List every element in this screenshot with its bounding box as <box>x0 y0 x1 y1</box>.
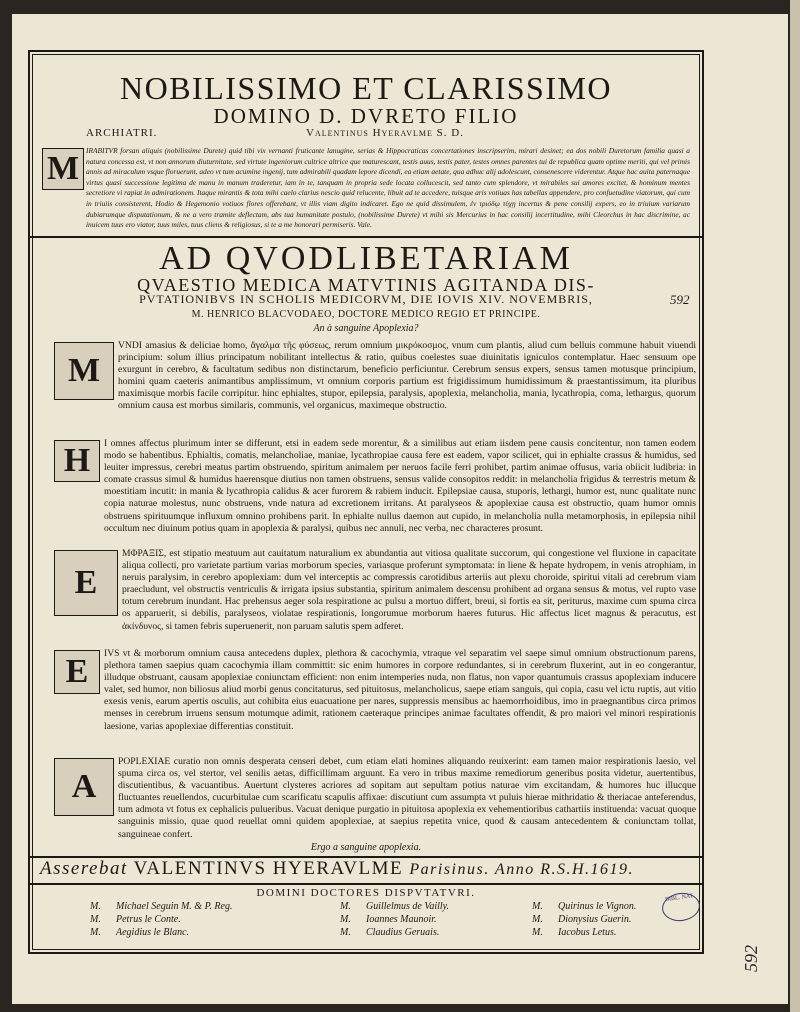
drop-capital-5: A <box>54 758 114 816</box>
sender-name: Valentinus Hyeravlme S. D. <box>306 127 464 139</box>
library-stamp: BIBL. NAT. <box>660 890 702 923</box>
doctors-column-3 <box>532 901 636 940</box>
page-edge <box>790 0 800 1012</box>
paragraph-text: I omnes affectus plurimum inter se differunt, etsi in eadem sede morentur, & a similibus aut etiam iisdem pene causis concitentur, non tamen eodem modo se habentibus. Ephialtis, comatis, melancholiae, maniae, lycathropiae causa fere est eadem, vapor scilicet, qui in ephialte crassus & humidus, sed leuiter impressus, cerebri meatus partim obstruendo, spiritum animalem per neruos facile ferri prohibet, partim animae offusus, varia obiicit ludibria: in comate crassus simul & humidus haerensque diutius non tamen obstruens, sensus valide consopitos reddit: in melancholia frigidus & terrestris metum & moestitiam incutit: in mania & lycathropia calidus & acer furorem & rabiem inducit. Epilepsiae causa, stuporis, lethargi, humor est, nunc qualitate nunc copia naturae molestus, nunc obstruens, vnde natura ad excretionem irritans. At paralyseos & apoplexiae causa est obstructio, quam humor omnis obstruens spirituumque influxum omnino prohibens parit. In ephialte nullus daemon aut cupido, in melancholia nulla metamorphosis, in epilepsia nihil occultum nec diuinum potius quam in apoplexia & paralysi, quibus nec annuli, nec verba, nec characteres prosunt. <box>104 438 696 534</box>
heading-line3: M. HENRICO BLACVODAEO, DOCTORE MEDICO REGIO ET PRINCIPE. <box>191 309 541 320</box>
dedication-subtitle: DOMINO D. DVRETO FILIO <box>213 104 519 128</box>
doctor-row: M. Ioannes Maunoir. <box>340 914 437 925</box>
doctors-column-2 <box>340 901 449 940</box>
doctor-row: M. Aegidius le Blanc. <box>90 927 190 938</box>
divider <box>30 883 702 885</box>
paragraph-text: VNDI amasius & deliciae homo, ἄγαλμα τῆς φύσεως, rerum omnium μικρόκοσμος, vnum cum plantis, aliud cum belluis commune habuit viuendi principium: solum illius principatum nobilitant intellectus & ratio, quibus coelestes suae diuinitatis igniculos contemplatur. Haec sensuum ope exurgunt in cerebro, & facultatum sedibus non distinctarum, beneficio perficiuntur. Cerebrum sensus expers, sensus tamen motusque principium, homini quam caeteris animantibus amplissimum, vt omnium corporis partium est frigidissimum humidissimum & praestantissimum, ita pluribus maximisque morbis facile corripitur. hinc ephialtes, stupor, epilepsia, paralysis, apoplexia, melancholia, mania, lycathropia, coma, lethargus, quorum omnium causa est morbus similaris, communis, vel organicus, maximeque obstructio. <box>118 340 696 412</box>
dedication-text: IRABITVR forsan aliquis (nobilissime Durete) quid tibi vix vernanti fruticante lanugine, serias & Hippocraticas concertationes inscripserim, mirari desinet; ea dos nobili Duretorum familia quasi a natura concessa est, vt non annorum diuturnitate, sed virtute ingeniorum cultrice altrice que maturescant, testis auus, testis pater, testes omnes parentes tui de republica quam optime meriti, qui vel primis annis ad miraculum vsque floruerunt, adeo vt tum acumine ingenij, tum admirabili quadam lepore dicendi, ea etiam aetate, qua adhuc alij adolescunt, consenescere viderentur. Atque hac auita paternaque virtus quasi successione legitima de manu in manum traderetur, iam in te, tanquam in propria sede locata collucescit, sed tanto cum splendore, vt mirabiles sui amores excitet, & hominum mentes secretiore vi rapiat in admirationem. Itaque mirantis & tota mihi caelo clarius nescio quid relucente, libuit ad te accedere, tuisque aris votiuas has tabellas appendere, pro confuetudine viatorum, qui cum in triuiis consisterent, Hodio & Hegemonio votiuos flores offerebant, vt illis viam digito indicaret. Ego ne quid dissimulem, ἐν τριόδῳ τύχῃ incertus & pene consilij expers, eo in triuium variarum dubiarumque disputationum, & ne a vero tramite deflectam, abs tua humanitate postulo, (nobilissime Durete) vt mihi sis Mercurius in hac consilij incertitudine, mihi Cleorchus in hac discrimine, ac inuicem tuus ero viator, tuus miles, tuus cliens & religiosus, si te a me honorari permiseris. Vale. <box>86 146 690 230</box>
paragraph-1 <box>54 340 696 432</box>
asserebat-name: VALENTINVS HYERAVLME <box>133 858 404 879</box>
paragraph-3 <box>54 548 696 644</box>
paragraph-text: IVS vt & morborum omnium causa antecedens duplex, plethora & cacochymia, vtraque vel separatim vel saepe simul omnium obstructionum parens, plethora tamen saepius quam cacochymia illam committit: sic enim humores in corpore redundantes, si in cerebrum fluxerint, aut in eo congerantur, illudque obstruant, causam apoplexiae coniunctam efficient: non enim intemperies nuda, non flatus, non vapor quantumuis crassus apoplexiam inducere valet, sed humor, non biliosus aliud morbi genus concitaturus, sed pituitosus, melancholicus, saepe etiam sanguis, qui copia, casu vel ictu ruptis, aut vitio exesis venis, earum apertis osculis, aut cohibita eius euacuatione per nares, suppressis mensibus ac haemorrhoidibus, imo in praegnantibus circa primos menses in cerebrum irruens sensum motumque adimit, rationem caeteraque principes animae facultates offendit, & pro maiori vel minori respirationis laesione, varias apoplexiae differentias constituit. <box>104 648 696 732</box>
asserebat-rest: Parisinus. Anno R.S.H.1619. <box>409 861 635 878</box>
paragraph-text: POPLEXIAE curatio non omnis desperata censeri debet, cum etiam elati homines aliquando reuixerint: eam tamen maior respirationis laesio, vel spuma circa os, vel stertor, vel senilis aetas, difficillimam arguunt. Ea vero in tribus maxime remediorum generibus posita videtur, auertentibus, discutientibus, & vacuantibus. Auertunt clysteres acriores ad sopitam aut sepultam potius naturae vim excitandam, & humores huc illucque fluctuantes reuellendos, cucurbitulae cum scarificatu scapulis affixae: discutiunt cum assumpta vt puluis hierae mithridatio & theriacae anteferendus, tum admota vt fotus ex cephalicis pulueribus. Vacuat denique purgatio in pituitosa apoplexia ex vehementioribus cathartiis instituenda: vacuat quoque sanguinis missio, quae quod reuellat omni quidem apoplexiae, at saepius repetita vnice, quod & causam antecedentem & coniunctam tollat, sanguineae confert. <box>118 756 696 840</box>
paragraph-2 <box>54 438 696 544</box>
heading-ad: AD QVODLIBETARIAM <box>159 240 573 277</box>
dedication-title: NOBILISSIMO ET CLARISSIMO <box>119 70 613 106</box>
heading-line2: PVTATIONIBVS IN SCHOLIS MEDICORVM, DIE IOVIS XIV. NOVEMBRIS, <box>139 292 593 306</box>
question: An à sanguine Apoplexia? <box>313 323 419 334</box>
doctor-row: M. Quirinus le Vignon. <box>532 901 637 912</box>
domini-heading: DOMINI DOCTORES DISPVTATVRI. <box>256 887 476 899</box>
doctor-row: M. Michael Seguin M. & P. Reg. <box>90 901 233 912</box>
drop-capital-3: E <box>54 550 118 616</box>
folio-number: 592 <box>741 945 761 972</box>
dedication-drop-capital: M <box>42 148 84 190</box>
asserebat-lead: Asserebat <box>40 858 128 879</box>
drop-capital-2: H <box>54 440 100 482</box>
archiatri-label: ARCHIATRI. <box>86 127 158 139</box>
conclusion: Ergo a sanguine apoplexia. <box>310 842 422 853</box>
dedication-block <box>42 144 692 232</box>
doctor-row: M. Guillelmus de Vailly. <box>340 901 450 912</box>
drop-capital-4: E <box>54 650 100 694</box>
paragraph-5 <box>54 756 696 840</box>
heading-line1: QVAESTIO MEDICA MATVTINIS AGITANDA DIS- <box>137 275 595 295</box>
doctor-row: M. Dionysius Guerin. <box>532 914 632 925</box>
doctor-row: M. Iacobus Letus. <box>532 927 617 938</box>
doctors-column-1 <box>90 901 232 940</box>
asserebat-line <box>40 858 692 880</box>
page-number: 592 <box>670 292 690 307</box>
drop-capital-1: M <box>54 342 114 400</box>
doctor-row: M. Claudius Geruais. <box>340 927 440 938</box>
paragraph-4 <box>54 648 696 752</box>
paragraph-text: MΦΡΑΞΙΣ, est stipatio meatuum aut cauitatum naturalium ex abundantia aut vitiosa qualitate succorum, qui congestione vel fluxione in capacitate aliqua collecti, pro varietate partium varias morborum species, variasque proferunt symptomata: in liene & hepate hydropem, in venis atrophiam, in neruis paralysim, in cerebro apoplexiam: dum vel interceptis ac compressis carotidibus arteriis aut plexu choroide, spiritui vitali ad cerebrum viam praecludunt, vel obstructis ventriculis & irrigata ipsius substantia, spiritum animalem descensu prohibent ad organa sensus & motus, vel rupto vase totum cerebrum inundant. Hac prehensus aeger sola respiratione ac pulsu a mortuo differt, breui, si fortis ea sit, periturus, maxime cum spuma circa os apparuerit, si debilis, paralyseos, violatae respirationis, longorumue morborum haeres futurus. Hic affectus licet magnus & peracutus, est ἀκίνδυνος, si tamen febris superuenerit, non paruam salutis spem adferet. <box>122 548 696 632</box>
divider <box>30 236 702 238</box>
doctor-row: M. Petrus le Conte. <box>90 914 181 925</box>
